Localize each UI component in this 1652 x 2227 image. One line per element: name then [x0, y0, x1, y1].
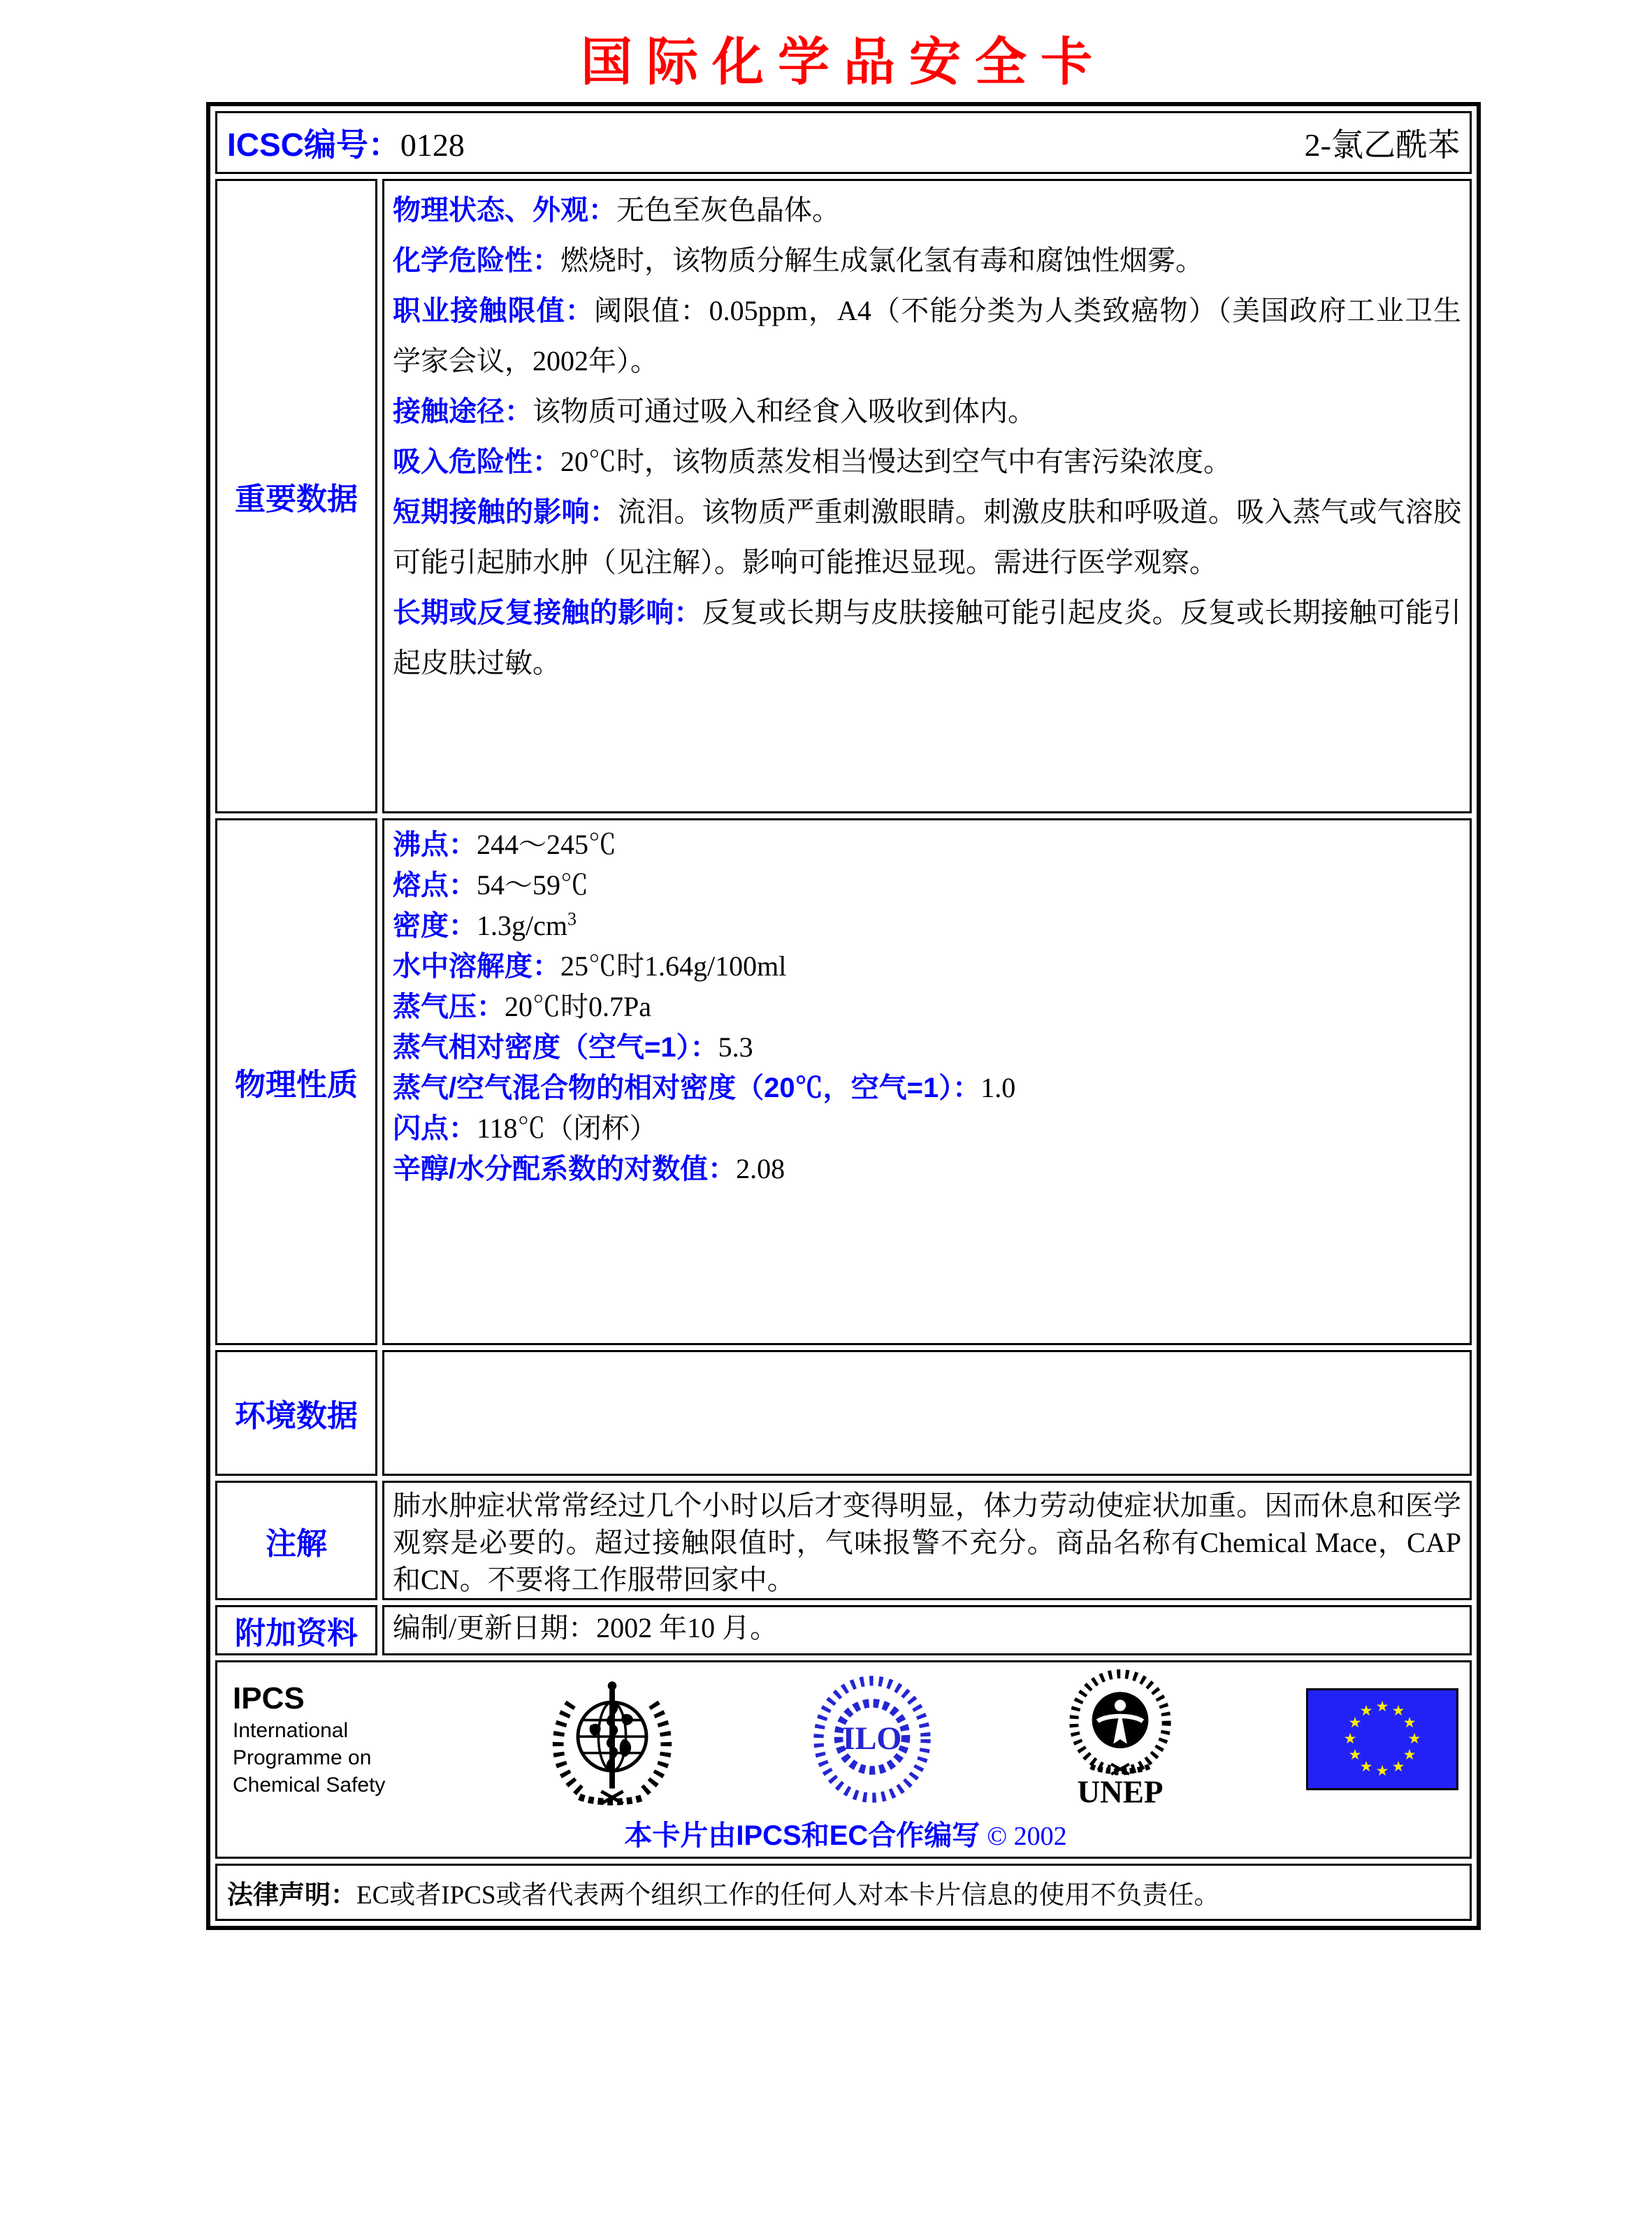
physical-properties-row [215, 818, 1472, 1345]
item-text: 反复或长期与皮肤接触可能引起皮炎。反复或长期接触可能引起皮肤过敏。 [393, 597, 1462, 679]
svg-text:★: ★ [1391, 1702, 1405, 1719]
item-label: 化学危险性： [393, 245, 560, 276]
item-label: 沸点： [393, 829, 477, 860]
important-data-item [393, 487, 1461, 588]
item-text: 20℃时0.7Pa [505, 991, 651, 1022]
physical-property-item [393, 906, 1461, 946]
important-data-item [393, 286, 1461, 386]
item-label: 吸入危险性： [393, 447, 560, 477]
item-label: 职业接触限值： [393, 296, 595, 326]
item-text: 20℃时，该物质蒸发相当慢达到空气中有害污染浓度。 [560, 446, 1231, 477]
who-logo-icon [544, 1671, 681, 1808]
svg-text:★: ★ [1343, 1730, 1357, 1747]
item-label: 闪点： [393, 1113, 477, 1144]
footer-logos [229, 1667, 1463, 1812]
legal-cell [215, 1864, 1472, 1921]
footer-caption-text: 本卡片由IPCS和EC合作编写 [624, 1820, 980, 1851]
header-cell [215, 111, 1472, 174]
legal-line [227, 1873, 1460, 1911]
svg-text:★: ★ [1403, 1714, 1416, 1731]
physical-property-item [393, 946, 1461, 987]
ipcs-subtitle-line: International [233, 1718, 349, 1742]
item-text: 54～59℃ [477, 869, 588, 901]
svg-text:★: ★ [1407, 1730, 1421, 1747]
item-text: 118℃（闭杯） [477, 1112, 658, 1144]
svg-text:★: ★ [1375, 1762, 1389, 1779]
important-data-content [382, 179, 1472, 813]
section-label-physical-properties: 物理性质 [215, 818, 377, 1345]
item-text: 燃烧时，该物质分解生成氯化氢有毒和腐蚀性烟雾。 [560, 245, 1203, 276]
section-label-important-data: 重要数据 [215, 179, 377, 813]
physical-property-item [393, 1027, 1461, 1068]
physical-property-item [393, 865, 1461, 906]
item-label: 水中溶解度： [393, 951, 560, 982]
footer-row [215, 1660, 1472, 1859]
physical-property-item [393, 1108, 1461, 1149]
icsc-card-table [206, 102, 1481, 1930]
notes-row [215, 1481, 1472, 1600]
legal-text: EC或者IPCS或者代表两个组织工作的任何人对本卡片信息的使用不负责任。 [356, 1881, 1220, 1910]
chemical-name: 2-氯乙酰苯 [1304, 127, 1460, 163]
environmental-data-row [215, 1350, 1472, 1476]
item-superscript: 3 [567, 908, 577, 929]
important-data-row [215, 179, 1472, 813]
item-label: 熔点： [393, 870, 477, 901]
item-text: 阈限值：0.05ppm，A4（不能分类为人类致癌物）（美国政府工业卫生学家会议，2002年）。 [393, 295, 1462, 377]
legal-label: 法律声明： [227, 1880, 356, 1909]
item-text: 1.3g/cm [477, 910, 567, 941]
ipcs-block [233, 1681, 414, 1799]
item-label: 接触途径： [393, 396, 532, 427]
notes-content: 肺水肿症状常常经过几个小时以后才变得明显，体力劳动使症状加重。因而休息和医学观察是必要的。超过接触限值时，气味报警不充分。商品名称有Chemical Mace，CAP和CN。不要将工作服带回家中。 [382, 1481, 1472, 1600]
svg-text:★: ★ [1375, 1698, 1389, 1715]
svg-text:★: ★ [1348, 1746, 1362, 1763]
unep-label: UNEP [1077, 1774, 1164, 1809]
item-text: 2.08 [736, 1153, 785, 1184]
important-data-item [393, 437, 1461, 487]
additional-info-content: 编制/更新日期：2002 年10 月。 [382, 1605, 1472, 1655]
page-title: 国际化学品安全卡 [581, 33, 1106, 91]
item-text: 25℃时1.64g/100ml [560, 950, 787, 982]
ilo-logo-icon [810, 1674, 934, 1804]
ipcs-subtitle-line: Programme on [233, 1746, 372, 1769]
item-text: 5.3 [718, 1031, 753, 1063]
physical-property-item [393, 825, 1461, 865]
item-label: 物理状态、外观： [393, 195, 616, 226]
header-line [227, 119, 1460, 166]
header-row [215, 111, 1472, 174]
icsc-number-label: ICSC编号： [227, 126, 400, 163]
section-label-additional-info: 附加资料 [215, 1605, 377, 1655]
physical-properties-content [382, 818, 1472, 1345]
footer-caption [229, 1813, 1463, 1853]
item-text: 244～245℃ [477, 829, 616, 860]
unep-logo-icon [1064, 1669, 1177, 1809]
svg-text:ILO: ILO [842, 1721, 902, 1757]
item-text: 该物质可通过吸入和经食入吸收到体内。 [532, 396, 1036, 427]
svg-text:★: ★ [1359, 1758, 1373, 1775]
important-data-item [393, 185, 1461, 235]
svg-text:★: ★ [1391, 1758, 1405, 1775]
item-label: 密度： [393, 911, 477, 941]
item-label: 蒸气/空气混合物的相对密度（20℃，空气=1）： [393, 1073, 981, 1103]
legal-row [215, 1864, 1472, 1921]
eu-flag-icon [1306, 1688, 1458, 1790]
additional-info-row [215, 1605, 1472, 1655]
icsc-number-value: 0128 [400, 127, 465, 163]
environmental-data-content [382, 1350, 1472, 1476]
section-label-environmental-data: 环境数据 [215, 1350, 377, 1476]
footer-cell [215, 1660, 1472, 1859]
item-label: 蒸气相对密度（空气=1）： [393, 1032, 718, 1063]
important-data-item [393, 386, 1461, 437]
physical-property-item [393, 1068, 1461, 1108]
item-label: 短期接触的影响： [393, 497, 618, 528]
physical-property-item [393, 987, 1461, 1027]
important-data-item [393, 588, 1461, 688]
item-text: 无色至灰色晶体。 [616, 194, 840, 226]
item-label: 蒸气压： [393, 992, 505, 1022]
important-data-item [393, 235, 1461, 286]
svg-text:★: ★ [1348, 1714, 1362, 1731]
ipcs-title: IPCS [233, 1681, 305, 1715]
physical-property-item [393, 1149, 1461, 1189]
item-text: 流泪。该物质严重刺激眼睛。刺激皮肤和呼吸道。吸入蒸气或气溶胶可能引起肺水肿（见注解）。影响可能推迟显现。需进行医学观察。 [393, 496, 1462, 578]
svg-text:★: ★ [1403, 1746, 1416, 1763]
section-label-notes: 注解 [215, 1481, 377, 1600]
item-label: 辛醇/水分配系数的对数值： [393, 1154, 737, 1184]
svg-text:★: ★ [1359, 1702, 1373, 1719]
item-label: 长期或反复接触的影响： [393, 597, 702, 628]
footer-caption-year: © 2002 [987, 1822, 1067, 1851]
icsc-number [227, 119, 465, 166]
item-text: 1.0 [980, 1072, 1016, 1103]
ipcs-subtitle-line: Chemical Safety [233, 1773, 386, 1797]
